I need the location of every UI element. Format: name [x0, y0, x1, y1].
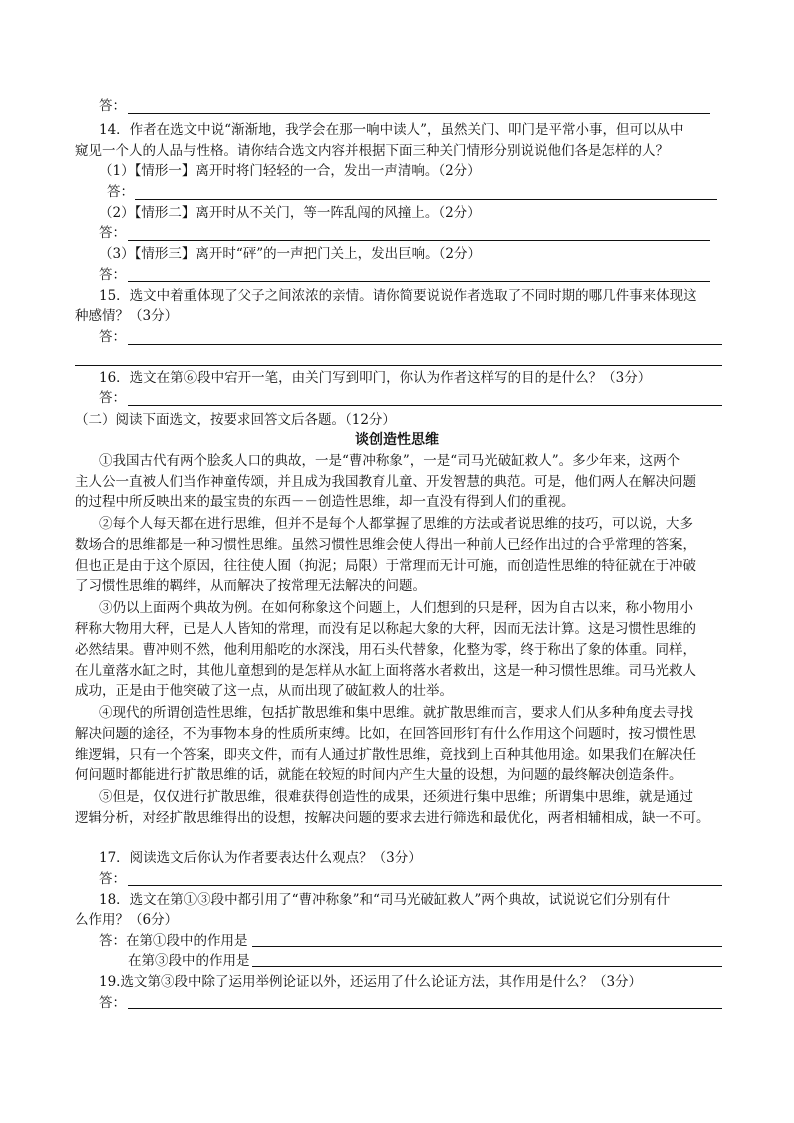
q15-stem-line2: 种感情？（3分）	[75, 308, 179, 324]
answer-label: 答：	[99, 267, 126, 283]
q16-stem: 16．选文在第⑥段中宕开一笔，由关门写到叩门，你认为作者这样写的目的是什么？（3分）	[99, 370, 652, 386]
q13-answer-line[interactable]	[128, 113, 710, 114]
section2-heading: （二）阅读下面选文，按要求回答文后各题。（12分）	[75, 412, 396, 428]
p3-line4: 在儿童落水缸之时，其他儿童想到的是怎样从水缸上面将落水者救出，这是一种习惯性思维。司马光救人	[75, 663, 696, 679]
p5-line1: ⑤但是，仅仅进行扩散思维，很难获得创造性的成果，还须进行集中思维；所谓集中思维，就是通过	[99, 789, 693, 805]
q18-answer1-label: 答：在第①段中的作用是	[99, 933, 248, 949]
article-title: 谈创造性思维	[355, 432, 439, 448]
q18-answer1-line[interactable]	[252, 946, 722, 947]
q14-stem-line1: 14．作者在选文中说“渐渐地，我学会在那一响中读人”，虽然关门、叩门是平常小事，但可以从中	[99, 122, 684, 138]
q14-stem-line2: 窥见一个人的人品与性格。请你结合选文内容并根据下面三种关门情形分别说说他们各是怎样的人？	[75, 143, 669, 159]
q18-answer2-label: 在第③段中的作用是	[128, 953, 250, 969]
p2-line1: ②每个人每天都在进行思维，但并不是每个人都掌握了思维的方法或者说思维的技巧，可以说，大多	[99, 516, 693, 532]
q14-case3-answer	[99, 265, 126, 285]
p3-line1: ③仍以上面两个典故为例。在如何称象这个问题上，人们想到的只是秤，因为自古以来，称小物用小	[99, 600, 693, 616]
q19-answer	[99, 993, 126, 1013]
answer-label: 答：	[99, 871, 126, 887]
q14-case3: （3）【情形三】离开时“砰”的一声把门关上，发出巨响。（2分）	[99, 246, 481, 262]
q17-answer-line[interactable]	[128, 885, 722, 886]
q14-case2: （2）【情形二】离开时从不关门，等一阵乱闯的风撞上。（2分）	[99, 205, 481, 221]
p3-line2: 秤称大物用大秤，已是人人皆知的常理，而没有足以称起大象的大秤，因而无法计算。这是习惯性思维的	[75, 621, 696, 637]
p1-line1: ①我国古代有两个脍炙人口的典故，一是“曹冲称象”，一是“司马光破缸救人”。多少年来，这两个	[99, 453, 681, 469]
q18-stem-line1: 18．选文在第①③段中都引用了“曹冲称象”和“司马光破缸救人”两个典故，试说说它们分别有什	[99, 892, 671, 908]
answer-label: 答：	[107, 184, 134, 200]
p2-line2: 数场合的思维都是一种习惯性思维。虽然习惯性思维会使人得出一种前人已经作出过的合乎常理的答案，	[75, 537, 696, 553]
p2-line4: 了习惯性思维的羁绊，从而解决了按常理无法解决的问题。	[75, 578, 426, 594]
p1-line2: 主人公一直被人们当作神童传颂，并且成为我国教育儿童、开发智慧的典范。可是，他们两人在解决问题	[75, 474, 696, 490]
q14-case1-answer	[107, 182, 134, 202]
p4-line2: 解决问题的途径，不为事物本身的性质所束缚。比如，在回答回形钉有什么作用这个问题时，按习惯性思	[75, 726, 696, 742]
q15-answer-line1[interactable]	[128, 344, 722, 345]
q14-case2-answer-line[interactable]	[128, 240, 710, 241]
q14-case3-answer-line[interactable]	[128, 281, 710, 282]
p4-line1: ④现代的所谓创造性思维，包括扩散思维和集中思维。就扩散思维而言，要求人们从多种角度去寻找	[99, 705, 693, 721]
p4-line4: 何问题时都能进行扩散思维的话，就能在较短的时间内产生大量的设想，为问题的最终解决创造条件。	[75, 767, 683, 783]
q14-case1: （1）【情形一】离开时将门轻轻的一合，发出一声清响。（2分）	[99, 163, 481, 179]
q16-answer-line[interactable]	[128, 405, 722, 406]
p2-line3: 但也正是由于这个原因，往往使人囿（拘泥；局限）于常理而无计可施，而创造性思维的特征就在于冲破	[75, 558, 696, 574]
q14-case2-answer	[99, 223, 126, 243]
answer-label: 答：	[99, 995, 126, 1011]
q17-stem: 17．阅读选文后你认为作者要表达什么观点？（3分）	[99, 850, 422, 866]
q14-case1-answer-line[interactable]	[135, 199, 717, 200]
q16-answer	[99, 388, 126, 408]
q15-answer	[99, 327, 126, 347]
q18-stem-line2: 么作用？（6分）	[75, 912, 179, 928]
q13-answer	[99, 96, 126, 116]
q15-stem-line1: 15．选文中着重体现了父子之间浓浓的亲情。请你简要说说作者选取了不同时期的哪几件事来体现这	[99, 288, 697, 304]
q17-answer	[99, 869, 126, 889]
answer-label: 答：	[99, 329, 126, 345]
q19-stem: 19.选文第③段中除了运用举例论证以外，还运用了什么论证方法，其作用是什么？（3分）	[99, 974, 643, 990]
p4-line3: 维逻辑，只有一个答案，即夹文件，而有人通过扩散性思维，竟找到上百种其他用途。如果我们在解决任	[75, 747, 696, 763]
p5-line2: 逻辑分析，对经扩散思维得出的设想，按解决问题的要求去进行筛选和最优化，两者相辅相成，缺一不可。	[75, 810, 710, 826]
answer-label: 答：	[99, 98, 126, 114]
answer-label: 答：	[99, 390, 126, 406]
q15-answer-line2[interactable]	[75, 365, 722, 366]
q19-answer-line[interactable]	[128, 1008, 722, 1009]
q18-answer2-line[interactable]	[252, 966, 722, 967]
p1-line3: 的过程中所反映出来的最宝贵的东西－－创造性思维，却一直没有得到人们的重视。	[75, 494, 575, 510]
p3-line5: 成功，正是由于他突破了这一点，从而出现了破缸救人的壮举。	[75, 683, 453, 699]
answer-label: 答：	[99, 225, 126, 241]
p3-line3: 必然结果。曹冲则不然，他利用船吃的水深浅，用石头代替象，化整为零，终于称出了象的体重。同样，	[75, 642, 696, 658]
